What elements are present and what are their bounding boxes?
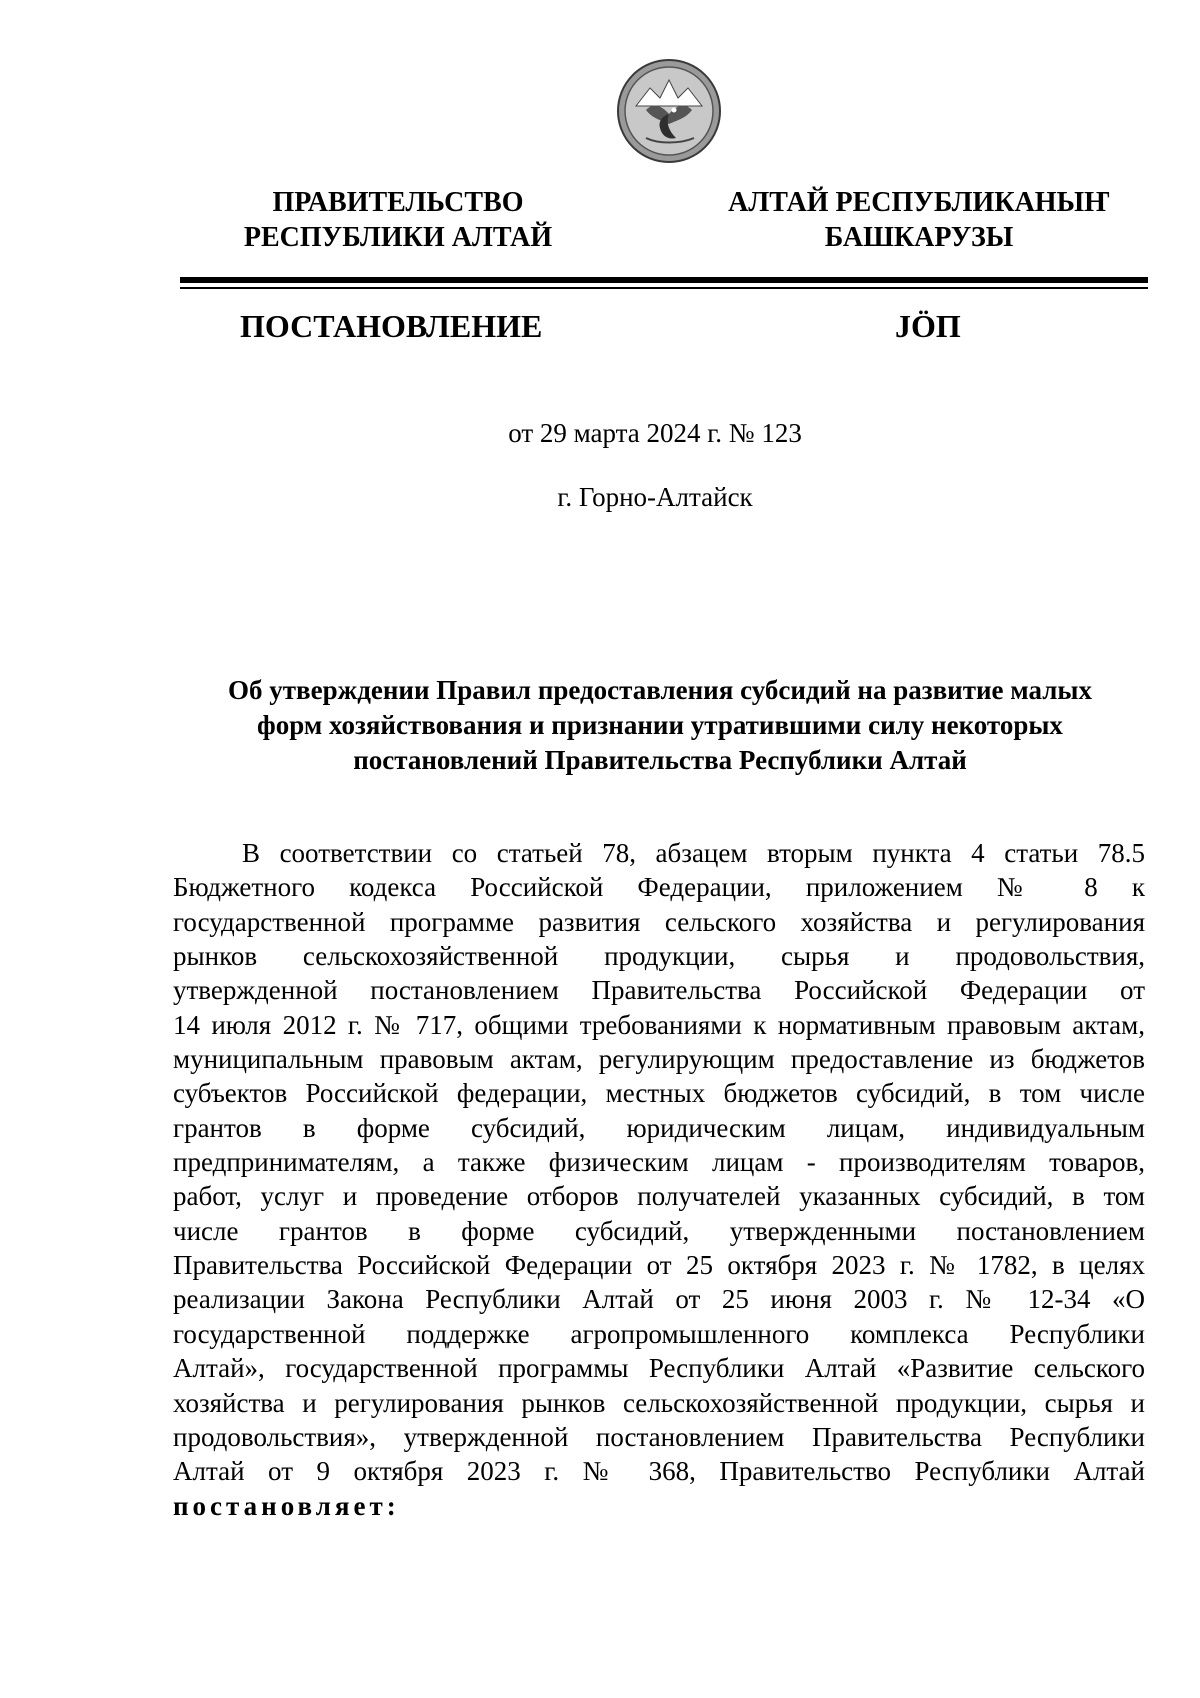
title-line: постановлений Правительства Республики Алтай [353, 745, 967, 775]
document-city: г. Горно-Алтайск [557, 482, 753, 512]
header-divider-thick [180, 277, 1148, 283]
header-right-line2: БАШКАРУЗЫ [824, 222, 1014, 253]
altai-republic-emblem-icon [616, 58, 722, 164]
body-line: утвержденной постановлением Правительства Российской Федерации от [173, 975, 1145, 1006]
body-line: субъектов Российской федерации, местных бюджетов субсидий, в том числе [173, 1078, 1145, 1109]
header-left-line2: РЕСПУБЛИКИ АЛТАЙ [243, 222, 553, 253]
body-line: В соответствии со статьей 78, абзацем вторым пункта 4 статьи 78.5 [242, 838, 1145, 868]
title-line: Об утверждении Правил предоставления субсидий на развитие малых [228, 675, 1092, 705]
document-title [200, 673, 1120, 778]
body-line: работ, услуг и проведение отборов получателей указанных субсидий, в том [173, 1181, 1145, 1212]
body-line: 14 июля 2012 г. № 717, общими требованиями к нормативным правовым актам, [173, 1009, 1145, 1040]
document-body [173, 836, 1145, 1523]
body-line: числе грантов в форме субсидий, утвержденными постановлением [173, 1215, 1145, 1246]
body-line: государственной поддержке агропромышленного комплекса Республики [173, 1318, 1145, 1349]
header-right-block [709, 185, 1129, 255]
body-line: рынков сельскохозяйственной продукции, сырья и продовольствия, [173, 941, 1145, 972]
body-line: продовольствия», утвержденной постановлением Правительства Республики [173, 1421, 1145, 1452]
header-divider-thin [180, 287, 1148, 289]
body-line: Правительства Российской Федерации от 25 октября 2023 г. № 1782, в целях [173, 1250, 1145, 1281]
decree-type-russian: ПОСТАНОВЛЕНИЕ [240, 308, 543, 344]
document-date-number: от 29 марта 2024 г. № 123 [508, 418, 802, 448]
body-line: Алтай», государственной программы Республики Алтай «Развитие сельского [173, 1353, 1145, 1384]
decree-type-altai: JÖП [895, 308, 961, 344]
body-closing-word: постановляет: [173, 1490, 400, 1521]
body-line: хозяйства и регулирования рынков сельскохозяйственной продукции, сырья и [173, 1387, 1145, 1418]
body-line: предпринимателям, а также физическим лицам - производителям товаров, [173, 1147, 1145, 1178]
body-line: государственной программе развития сельского хозяйства и регулирования [173, 906, 1145, 937]
body-line: муниципальным правовым актам, регулирующим предоставление из бюджетов [173, 1044, 1145, 1075]
header-left-block [188, 185, 608, 255]
body-line: реализации Закона Республики Алтай от 25 июня 2003 г. № 12-34 «О [173, 1284, 1145, 1315]
body-line: Алтай от 9 октября 2023 г. № 368, Правительство Республики Алтай [173, 1456, 1145, 1487]
header-right-line1: АЛТАЙ РЕСПУБЛИКАНЫҤ [728, 187, 1110, 218]
title-line: форм хозяйствования и признании утратившими силу некоторых [257, 710, 1063, 740]
body-line: Бюджетного кодекса Российской Федерации, приложением № 8 к [173, 872, 1145, 903]
body-line: грантов в форме субсидий, юридическим лицам, индивидуальным [173, 1112, 1145, 1143]
header-left-line1: ПРАВИТЕЛЬСТВО [272, 187, 524, 218]
